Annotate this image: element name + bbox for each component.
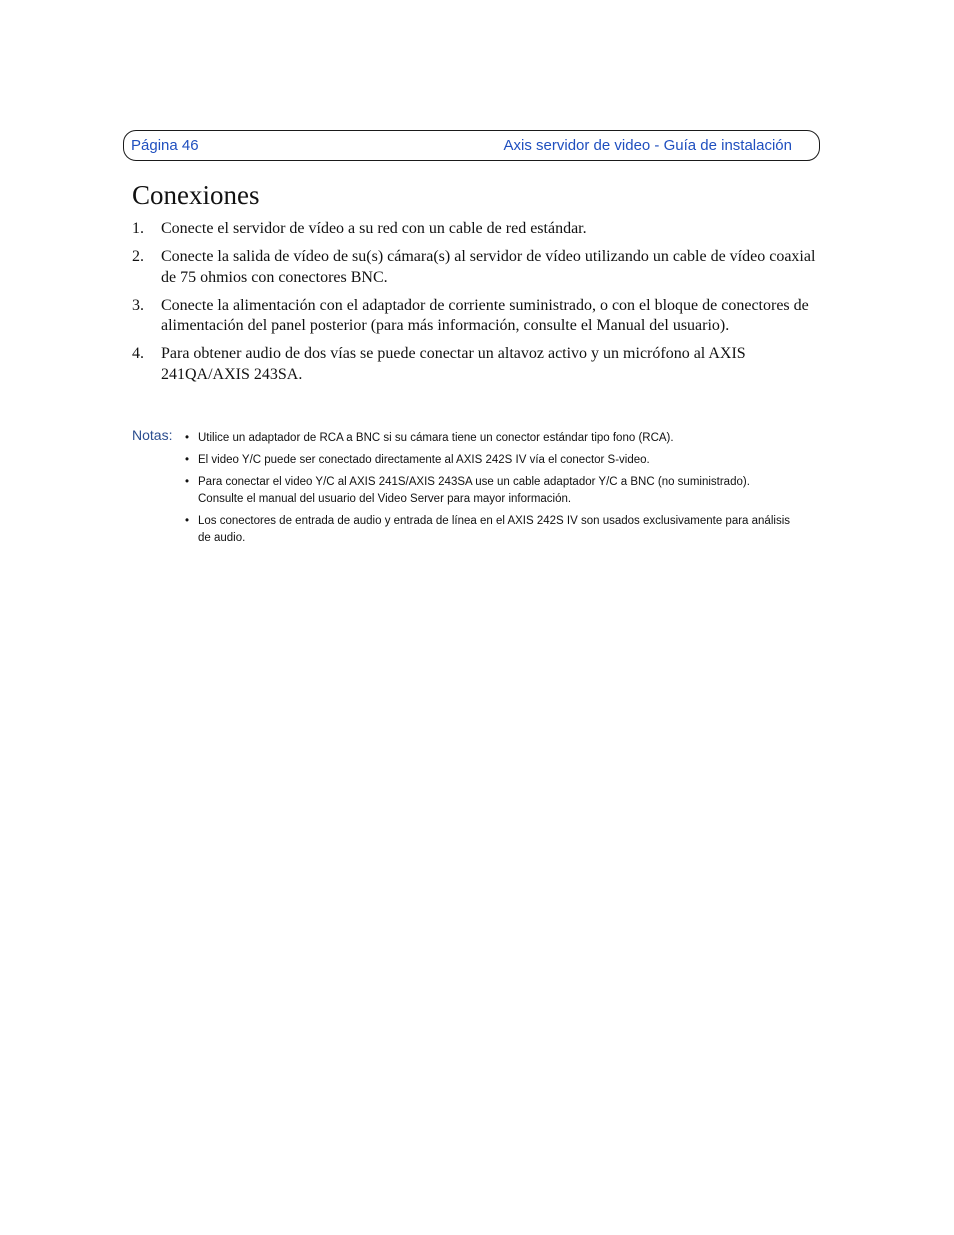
step-number: 3. bbox=[132, 296, 144, 314]
note-item bbox=[185, 430, 795, 447]
notes-list bbox=[185, 430, 795, 552]
page-header bbox=[123, 130, 820, 161]
note-item bbox=[185, 474, 795, 508]
section-title: Conexiones bbox=[132, 180, 260, 210]
note-text: Utilice un adaptador de RCA a BNC si su cámara tiene un conector estándar tipo fono (RCA). bbox=[198, 432, 674, 444]
step-text: Para obtener audio de dos vías se puede conectar un altavoz activo y un micrófono al AXIS 241QA/AXIS 243SA. bbox=[161, 345, 746, 383]
step-number: 1. bbox=[132, 220, 144, 237]
step-number: 4. bbox=[132, 345, 144, 362]
bullet-icon: • bbox=[185, 476, 190, 488]
step-item bbox=[132, 296, 822, 337]
notes-label: Notas: bbox=[132, 427, 173, 443]
note-text: Los conectores de entrada de audio y entrada de línea en el AXIS 242S IV son usados exclusivamente para análisis de audio. bbox=[198, 515, 790, 544]
document-title: Axis servidor de video - Guía de instalación bbox=[503, 137, 792, 154]
note-text: Para conectar el video Y/C al AXIS 241S/AXIS 243SA use un cable adaptador Y/C a BNC (no suministrado). Consulte el manual del usuario del Video Server para mayor información. bbox=[198, 476, 750, 505]
note-text: El video Y/C puede ser conectado directamente al AXIS 242S IV vía el conector S-video. bbox=[198, 454, 650, 466]
note-item bbox=[185, 452, 795, 469]
steps-list bbox=[132, 219, 822, 393]
step-text: Conecte la salida de vídeo de su(s) cámara(s) al servidor de vídeo utilizando un cable de vídeo coaxial de 75 ohmios con conectores BNC. bbox=[161, 248, 816, 286]
step-number: 2. bbox=[132, 248, 144, 265]
step-text: Conecte el servidor de vídeo a su red con un cable de red estándar. bbox=[161, 220, 587, 237]
step-text: Conecte la alimentación con el adaptador de corriente suministrado, o con el bloque de conectores de alimentación del panel posterior (para más información, consulte el Manual del usuario). bbox=[161, 296, 809, 334]
bullet-icon: • bbox=[185, 454, 190, 466]
note-item bbox=[185, 513, 795, 547]
step-item bbox=[132, 344, 822, 385]
step-item bbox=[132, 247, 822, 288]
bullet-icon: • bbox=[185, 515, 190, 527]
page-number: Página 46 bbox=[131, 137, 199, 154]
step-item bbox=[132, 219, 822, 240]
bullet-icon: • bbox=[185, 432, 190, 444]
